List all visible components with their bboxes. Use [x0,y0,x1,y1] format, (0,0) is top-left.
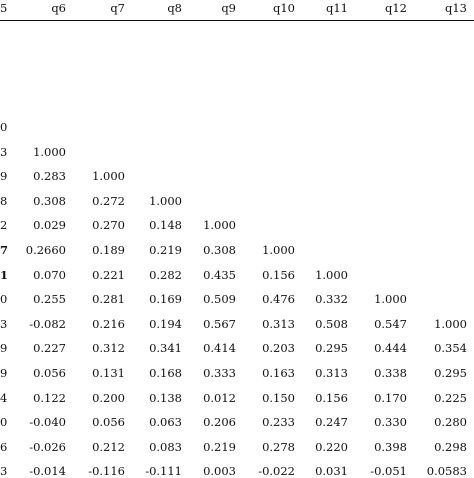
table-cell: 0.278 [262,439,295,454]
header-rule [0,20,474,21]
table-cell: 0.056 [33,366,66,380]
table-cell: 0.2660 [25,243,66,257]
table-cell: 0.156 [262,267,295,282]
row-label: 9 [0,169,8,184]
row-label: 4 [0,390,8,405]
table-cell: 0.354 [434,341,467,356]
table-cell: 0.444 [374,341,407,356]
column-header-q9: q9 [221,1,236,15]
table-cell: 0.295 [315,341,348,356]
table-cell: 0.255 [33,292,66,307]
table-cell: 0.435 [203,267,236,282]
table-cell: -0.040 [29,415,66,430]
column-header-q12: q12 [385,1,407,15]
row-label: 8 [0,193,8,208]
table-cell: -0.111 [145,464,182,478]
table-cell: 0.200 [92,390,125,405]
row-label: 3 [0,316,8,331]
table-cell: 0.169 [149,292,182,307]
table-cell: 0.281 [92,292,125,307]
row-label: 1 [0,267,9,282]
row-label: 2 [0,218,8,233]
table-cell: 0.283 [33,169,66,184]
column-header-q13: q13 [445,1,467,15]
table-cell: 0.170 [374,390,407,405]
column-header-q11: q11 [326,1,348,15]
row-label: 9 [0,366,8,380]
table-cell: 0.547 [374,316,407,331]
table-cell: 0.156 [315,390,348,405]
table-cell: -0.051 [370,464,407,478]
table-cell: 0.567 [203,316,236,331]
table-cell: 1.000 [203,218,236,233]
table-cell: 0.333 [203,366,236,380]
table-cell: 0.012 [203,390,236,405]
column-header-q7: q7 [110,1,125,15]
table-cell: 0.056 [92,415,125,430]
table-cell: 0.212 [92,439,125,454]
table-cell: 1.000 [434,316,467,331]
table-cell: 0.233 [262,415,295,430]
table-cell: 0.476 [262,292,295,307]
table-cell: 0.280 [434,415,467,430]
table-cell: 1.000 [149,193,182,208]
table-cell: 1.000 [315,267,348,282]
table-cell: 0.295 [434,366,467,380]
table-cell: 0.312 [92,341,125,356]
table-cell: 0.131 [92,366,125,380]
row-label: 0 [0,415,8,430]
table-cell: 0.163 [262,366,295,380]
row-label: 0 [0,292,8,307]
table-cell: 0.225 [434,390,467,405]
table-cell: 1.000 [33,144,66,159]
table-cell: 0.341 [149,341,182,356]
table-cell: -0.014 [29,464,66,478]
table-cell: 0.313 [315,366,348,380]
row-label: 6 [0,439,8,454]
table-cell: 0.083 [149,439,182,454]
table-cell: 0.219 [203,439,236,454]
table-cell: 0.063 [149,415,182,430]
table-cell: 0.220 [315,439,348,454]
table-cell: 0.227 [33,341,66,356]
row-label-header: 5 [0,1,8,15]
table-cell: 0.219 [149,243,182,257]
column-header-q8: q8 [167,1,182,15]
table-cell: 0.168 [149,366,182,380]
table-cell: 0.122 [33,390,66,405]
table-cell: 0.203 [262,341,295,356]
table-cell: 0.298 [434,439,467,454]
table-cell: 0.070 [33,267,66,282]
table-cell: 0.206 [203,415,236,430]
table-cell: 0.330 [374,415,407,430]
table-cell: 0.221 [92,267,125,282]
table-cell: 0.029 [33,218,66,233]
table-cell: 0.031 [315,464,348,478]
table-cell: 0.398 [374,439,407,454]
table-cell: 0.414 [203,341,236,356]
table-cell: 0.194 [149,316,182,331]
table-cell: 0.282 [149,267,182,282]
table-cell: -0.022 [258,464,295,478]
table-cell: -0.116 [88,464,125,478]
table-cell: 0.338 [374,366,407,380]
table-cell: 0.508 [315,316,348,331]
table-cell: 0.272 [92,193,125,208]
table-cell: 0.308 [33,193,66,208]
table-cell: 0.150 [262,390,295,405]
row-label: 3 [0,144,8,159]
row-label: 9 [0,341,8,356]
column-header-q6: q6 [51,1,66,15]
column-header-q10: q10 [273,1,295,15]
table-cell: 0.308 [203,243,236,257]
table-cell: 0.216 [92,316,125,331]
table-cell: 0.332 [315,292,348,307]
table-cell: 0.0583 [426,464,467,478]
table-cell: 0.270 [92,218,125,233]
row-label: 7 [0,243,9,257]
table-cell: 1.000 [262,243,295,257]
table-cell: 1.000 [92,169,125,184]
table-cell: 0.247 [315,415,348,430]
table-cell: 0.313 [262,316,295,331]
table-cell: 0.138 [149,390,182,405]
table-cell: 0.003 [203,464,236,478]
table-cell: -0.082 [29,316,66,331]
table-cell: 0.189 [92,243,125,257]
table-cell: -0.026 [29,439,66,454]
row-label: 0 [0,120,8,134]
table-cell: 0.509 [203,292,236,307]
table-cell: 1.000 [374,292,407,307]
table-cell: 0.148 [149,218,182,233]
row-label: 3 [0,464,8,478]
